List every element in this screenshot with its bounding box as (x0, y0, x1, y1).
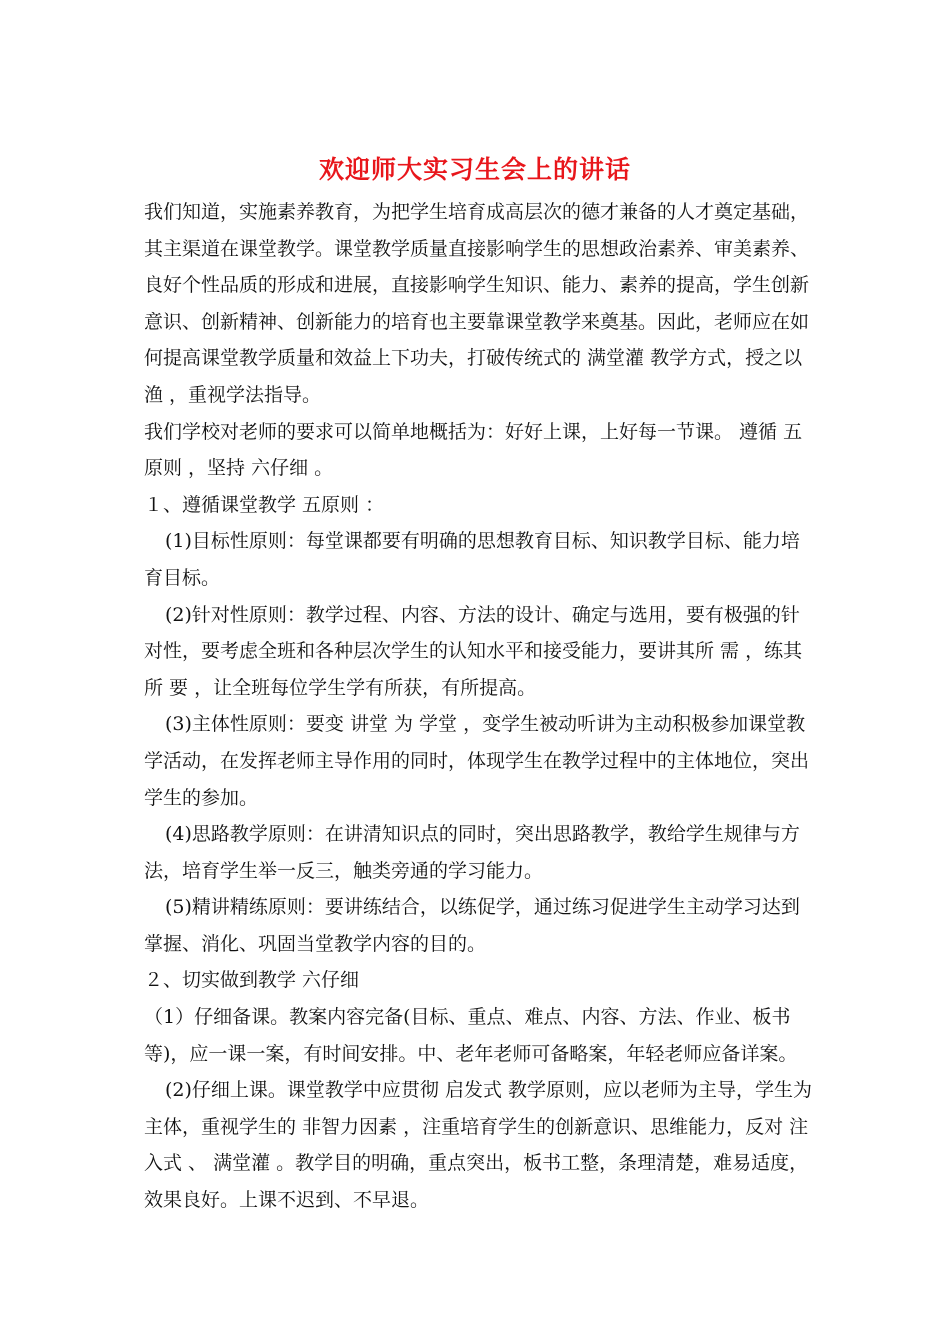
section-heading-five-principles: １、遵循课堂教学 五原则 ： (144, 493, 385, 516)
section-heading-six-careful: ２、切实做到教学 六仔细 (144, 969, 360, 992)
document-body (144, 194, 816, 1219)
principle-item: (1)目标性原则：每堂课都要有明确的思想教育目标、知识教学目标、能力培育目标。 (144, 530, 800, 589)
paragraph-requirements: 我们学校对老师的要求可以简单地概括为：好好上课，上好每一节课。 遵循 五原则 ，坚持 六仔细 。 (144, 420, 803, 480)
principle-item: (5)精讲精练原则：要讲练结合，以练促学，通过练习促进学生主动学习达到掌握、消化、巩固当堂教学内容的目的。 (144, 896, 800, 955)
careful-item: (2)仔细上课。课堂教学中应贯彻 启发式 教学原则，应以老师为主导，学生为主体，重视学生的 非智力因素 ，注重培育学生的创新意识、思维能力，反对 注入式 、 满堂灌 。教学目的明确，重点突出，板书工整，条理清楚，难易适度，效果良好。上课不迟到、不早退。 (144, 1079, 812, 1212)
principle-item: (3)主体性原则：要变 讲堂 为 学堂 ，变学生被动听讲为主动积极参加课堂教学活动，在发挥老师主导作用的同时，体现学生在教学过程中的主体地位，突出学生的参加。 (144, 713, 810, 809)
document-title: 欢迎师大实习生会上的讲话 (318, 155, 631, 184)
principle-item: (2)针对性原则：教学过程、内容、方法的设计、确定与选用，要有极强的针对性，要考虑全班和各种层次学生的认知水平和接受能力，要讲其所 需 ，练其所 要 ，让全班每位学生学有所获，有所提高。 (144, 603, 803, 699)
paragraph-intro: 我们知道，实施素养教育，为把学生培育成高层次的德才兼备的人才奠定基础，其主渠道在课堂教学。课堂教学质量直接影响学生的思想政治素养、审美素养、良好个性品质的形成和进展，直接影响学生知识、能力、素养的提高，学生创新意识、创新精神、创新能力的培育也主要靠课堂教学来奠基。因此，老师应在如何提高课堂教学质量和效益上下功夫，打破传统式的 满堂灌 教学方式，授之以渔 ，重视学法指导。 (144, 201, 810, 406)
careful-item: （1）仔细备课。教案内容完备(目标、重点、难点、内容、方法、作业、板书等)，应一课一案，有时间安排。中、老年老师可备略案，年轻老师应备详案。 (144, 1006, 798, 1065)
principle-item: (4)思路教学原则：在讲清知识点的同时，突出思路教学，教给学生规律与方法，培育学生举一反三，触类旁通的学习能力。 (144, 823, 800, 882)
